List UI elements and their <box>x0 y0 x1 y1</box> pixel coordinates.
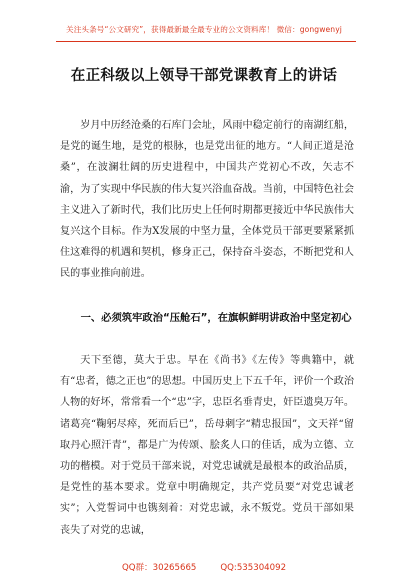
section-heading: 一、必须筑牢政治“压舱石”，在旗帜鲜明讲政治中坚定初心 <box>80 312 352 324</box>
page-title: 在正科级以上领导干部党课教育上的讲话 <box>70 68 338 84</box>
header-divider <box>56 41 356 42</box>
header-note: 关注头条号“公文研究”，获得最新最全最专业的公文资料库！ 微信：gongwenyj <box>66 25 342 34</box>
paragraph-loyalty: 天下至德，莫大于忠。早在《尚书》《左传》等典籍中，就有“忠者，德之正也”的思想。中国历史上下五千年，评价一个政治人物的好坏，常常看一个“忠”字，忠臣名垂青史，奸臣遗臭万年。诸葛亮“鞠躬尽瘁，死而后已”，岳母刺字“精忠报国”，文天祥“留取丹心照汗青”，都是广为传颂、脍炙人口的佳话，成为立德、立功的楷模。对于党员干部来说，对党忠诚就是最根本的政治品质，是党性的基本要求。党章中明确规定，共产党员要“对党忠诚老实”；入党誓词中也镌刻着：对党忠诚，永不叛党。党员干部如果丧失了对党的忠诚， <box>60 355 354 536</box>
footer-contact <box>0 561 408 573</box>
section-1-content <box>60 350 354 541</box>
section-1 <box>60 308 354 329</box>
footer-qq-group: QQ群：30265665 <box>121 563 197 573</box>
footer-qq: QQ:535304092 <box>220 563 287 573</box>
paragraph-intro: 岁月中历经沧桑的石库门会址，风雨中稳定前行的南湖红船，是党的诞生地，是党的根脉，也是党出征的地方。“人间正道是沧桑”，在波澜壮阔的历史进程中，中国共产党初心不改，矢志不渝，为了实现中华民族的伟大复兴浴血奋战。当前，中国特色社会主义进入了新时代，我们比历史上任何时期都更接近中华民族伟大复兴这个目标。作为X发展的中坚力量，全体党员干部更要紧紧抓住这难得的机遇和契机，修身正己，保持奋斗姿态，不断把党和人民的事业推向前进。 <box>60 120 354 280</box>
document-body <box>60 115 354 285</box>
